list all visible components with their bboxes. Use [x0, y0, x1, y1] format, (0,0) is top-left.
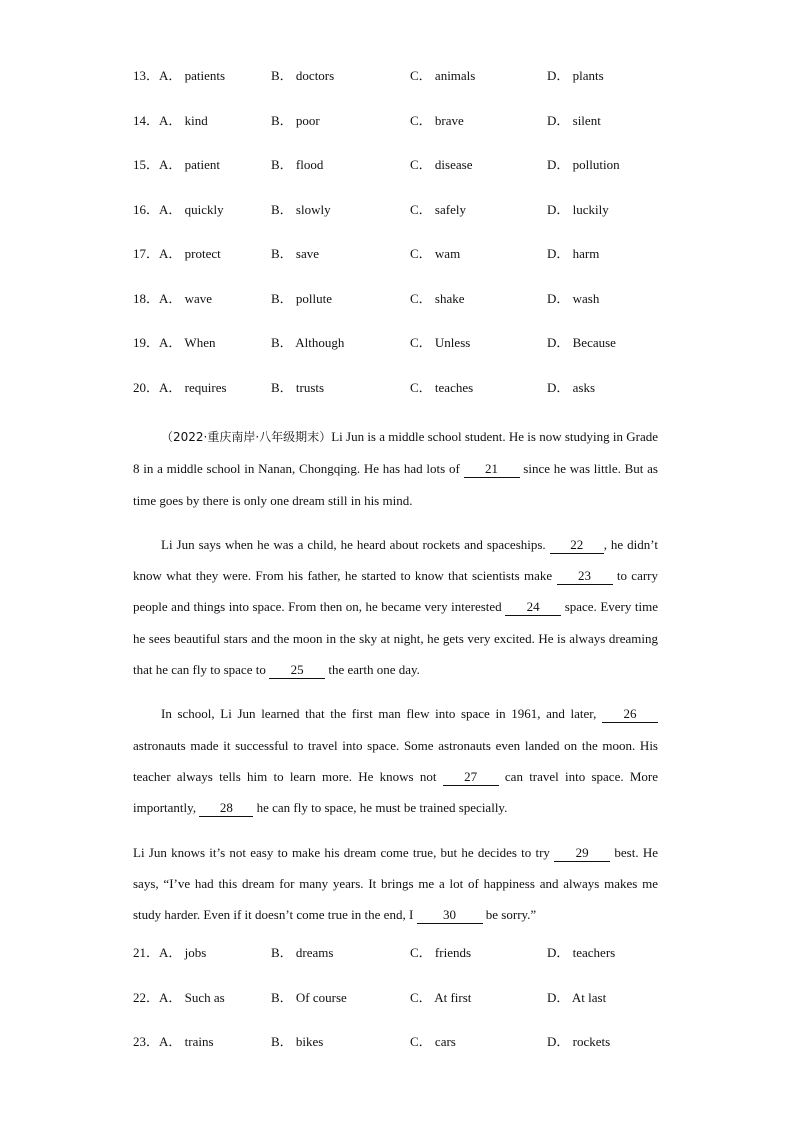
question-number: 21． — [133, 945, 160, 960]
option-c: C． animals — [410, 68, 476, 83]
passage-text: best. He says, “I’ve had this dream for many years. It brings me a lot of happiness and always makes me study harder. Even if it doesn’t come true in the end, I — [133, 844, 658, 923]
question-number: 20． — [133, 379, 160, 395]
option-a — [133, 988, 225, 1008]
source-label: （2022·重庆南岸·八年级期末） — [161, 430, 332, 444]
option-a-text: A． quickly — [159, 201, 224, 217]
option-a-text: A． jobs — [159, 945, 207, 960]
option-c: C． disease — [410, 157, 473, 172]
passage-text: since he was little. But as time goes by there is only one dream still in his mind. — [133, 461, 658, 508]
option-c: C． cars — [410, 1034, 456, 1049]
blank-26: 26 — [602, 706, 658, 723]
option-a — [133, 200, 224, 220]
question-number: 19． — [133, 335, 160, 350]
option-c: C． wam — [410, 246, 461, 261]
option-b: B． pollute — [271, 290, 333, 306]
question-number: 23． — [133, 1034, 160, 1049]
option-b: B． bikes — [271, 1034, 324, 1049]
option-b: B． trusts — [271, 379, 325, 395]
option-c: C． brave — [410, 112, 464, 128]
question-number: 17． — [133, 246, 160, 261]
question-row-13 — [133, 66, 673, 111]
question-row-19 — [133, 333, 673, 378]
question-number: 22． — [133, 989, 160, 1005]
question-number: 16． — [133, 201, 160, 217]
option-d: D． luckily — [547, 201, 609, 217]
question-row-21 — [133, 943, 673, 988]
blank-27: 27 — [443, 769, 499, 786]
option-d: D． harm — [547, 246, 600, 261]
option-d: D． wash — [547, 290, 600, 306]
passage-text: Li Jun knows it’s not easy to make his dream come true, but he decides to try — [133, 844, 555, 860]
option-a-text: A． patient — [159, 157, 221, 172]
blank-30: 30 — [417, 907, 483, 924]
option-d: D． Because — [547, 335, 616, 350]
passage-text: can travel into space. More importantly, — [133, 768, 658, 816]
passage-text: he can fly to space, he must be trained specially. — [253, 800, 508, 816]
passage-text: space. Every time he sees beautiful stars and the moon in the sky at night, he gets very excited. He is always dreaming that he can fly to space to — [133, 599, 658, 678]
question-number: 14． — [133, 112, 160, 128]
blank-28: 28 — [199, 800, 253, 817]
option-b: B． Of course — [271, 989, 347, 1005]
option-c: C． shake — [410, 290, 465, 306]
reading-passage — [133, 421, 658, 943]
option-a-text: A． When — [159, 335, 216, 350]
option-a-text: A． Such as — [159, 989, 225, 1005]
option-a-text: A． kind — [159, 112, 208, 128]
passage-text: astronauts made it successful to travel into space. Some astronauts even landed on the moon. His teacher always tells him to learn more. He knows not — [133, 737, 658, 784]
question-number: 15． — [133, 157, 160, 172]
question-row-20 — [133, 378, 673, 423]
option-b: B． doctors — [271, 68, 335, 83]
option-d: D． At last — [547, 989, 607, 1005]
option-a-text: A． trains — [159, 1034, 214, 1049]
option-a — [133, 289, 212, 309]
option-d: D． rockets — [547, 1034, 611, 1049]
blank-21: 21 — [464, 461, 520, 478]
options-list-21-23 — [133, 943, 673, 1077]
option-a — [133, 1032, 214, 1052]
question-row-22 — [133, 988, 673, 1033]
option-d: D． asks — [547, 379, 596, 395]
question-row-17 — [133, 244, 673, 289]
passage-text: Li Jun says when he was a child, he heard about rockets and spaceships. — [161, 536, 550, 552]
blank-22: 22 — [550, 537, 604, 554]
passage-paragraph-2 — [133, 529, 658, 685]
option-d: D． plants — [547, 68, 604, 83]
option-b: B． dreams — [271, 945, 334, 960]
passage-text: the earth one day. — [325, 662, 420, 678]
option-a-text: A． requires — [159, 379, 227, 395]
option-d: D． silent — [547, 112, 601, 128]
option-c: C． safely — [410, 201, 466, 217]
option-b: B． save — [271, 246, 320, 261]
question-number: 13． — [133, 68, 160, 83]
option-c: C． At first — [410, 989, 472, 1005]
passage-paragraph-3 — [133, 698, 658, 823]
option-a — [133, 333, 215, 353]
passage-paragraph-4 — [133, 837, 658, 931]
question-row-16 — [133, 200, 673, 245]
option-a-text: A． protect — [159, 246, 221, 261]
question-row-14 — [133, 111, 673, 156]
option-a — [133, 155, 220, 175]
blank-25: 25 — [269, 662, 325, 679]
question-row-18 — [133, 289, 673, 334]
question-number: 18． — [133, 290, 160, 306]
option-c: C． teaches — [410, 379, 474, 395]
option-c: C． Unless — [410, 335, 471, 350]
option-b: B． slowly — [271, 201, 331, 217]
option-d: D． pollution — [547, 157, 620, 172]
passage-paragraph-1 — [133, 421, 658, 516]
option-b: B． Although — [271, 335, 345, 350]
blank-23: 23 — [557, 568, 613, 585]
passage-text: to carry people and things into space. From then on, he became very interested — [133, 568, 658, 615]
option-a — [133, 943, 206, 963]
passage-text: , he didn’t know what they were. From his father, he started to know that scientists make — [133, 536, 659, 584]
passage-text: In school, Li Jun learned that the first man flew into space in 1961, and later, — [161, 706, 602, 722]
options-list-13-20 — [133, 66, 673, 422]
option-a — [133, 111, 208, 131]
option-a — [133, 378, 227, 398]
passage-text: be sorry.” — [482, 907, 537, 923]
option-a — [133, 244, 221, 264]
option-d: D． teachers — [547, 945, 616, 960]
blank-29: 29 — [554, 845, 610, 862]
question-row-15 — [133, 155, 673, 200]
option-a-text: A． wave — [159, 290, 213, 306]
passage-text: Li Jun is a middle school student. He is now studying in Grade 8 in a middle school in Nanan, Chongqing. He has had lots of — [133, 429, 658, 477]
question-row-23 — [133, 1032, 673, 1077]
option-c: C． friends — [410, 945, 472, 960]
option-b: B． flood — [271, 157, 324, 172]
option-b: B． poor — [271, 112, 320, 128]
option-a — [133, 66, 225, 86]
option-a-text: A． patients — [159, 68, 226, 83]
blank-24: 24 — [505, 599, 561, 616]
